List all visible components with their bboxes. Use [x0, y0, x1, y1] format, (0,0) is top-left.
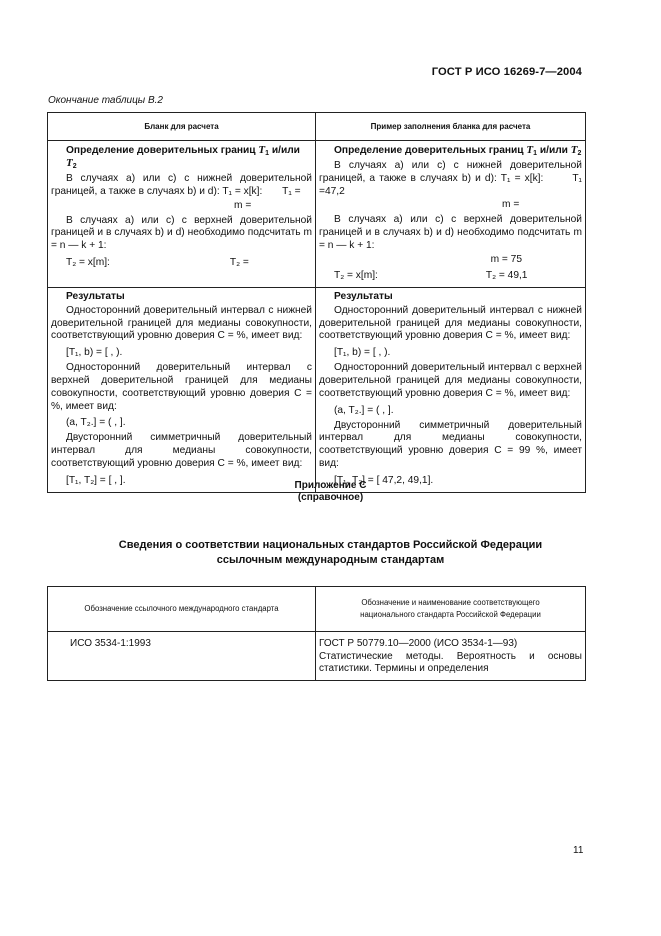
example-m-value-2: m = 75	[490, 253, 522, 265]
appendix-label	[0, 480, 661, 504]
col-header-example: Пример заполнения бланка для расчета	[316, 113, 586, 141]
form-upper-bound-text: В случаях а) или с) с верхней доверительной границей и в случаях b) и d) необходимо подсчитать m = n — k + 1:	[51, 214, 312, 252]
table-b2-bounds-row	[48, 141, 586, 288]
national-standard-text	[316, 632, 585, 676]
example-results-cell	[316, 287, 586, 492]
col-header-national-line-1: Обозначение и наименование соответствующего	[361, 598, 540, 607]
table-row	[48, 632, 586, 681]
table-c-header-row	[48, 587, 586, 632]
form-m-value-1: m =	[234, 199, 252, 211]
table-b2	[47, 112, 586, 493]
section-heading-results-example: Результаты	[334, 290, 393, 302]
section-heading-results: Результаты	[66, 290, 125, 302]
col-header-national	[316, 587, 586, 632]
col-header-international: Обозначение ссылочного международного стандарта	[48, 587, 316, 632]
international-standard-cell	[48, 632, 316, 681]
form-result-two-sided-interval: [T₁, T₂] = [ , ].	[66, 474, 126, 486]
example-lower-bound-text: В случаях а) или с) с нижней доверительной границей, а также в случаях b) и d): T₁ = x[k]: T₁ =47,2	[319, 160, 582, 197]
form-t2-line: T₂ = x[m]: T₂ =	[66, 256, 249, 268]
table-b2-results-row	[48, 287, 586, 492]
national-standard-title: Статистические методы. Вероятность и основы статистики. Термины и определения	[319, 650, 582, 674]
table-caption: Окончание таблицы В.2	[48, 95, 163, 106]
appendix-heading-line-2: ссылочным международным стандартам	[216, 554, 445, 566]
form-lower-bound-text: В случаях а) или с) с нижней доверительной границей, а также в случаях b) и d): T₁ = x[k]: T₁ =	[51, 173, 312, 197]
appendix-title: Приложение С	[294, 480, 367, 491]
example-result-lower-text: Односторонний доверительный интервал с нижней доверительной границей для медианы совокупности, соответствующий уровню доверия C = %, имеет вид:	[319, 304, 582, 342]
table-c	[47, 586, 586, 681]
form-result-upper-text: Односторонний доверительный интервал с верхней доверительной границей для медианы совокупности, соответствующий уровню доверия C = %, имеет вид:	[51, 362, 312, 412]
col-header-national-line-2: национального стандарта Российской Федерации	[360, 610, 541, 619]
international-standard-code: ИСО 3534-1:1993	[70, 638, 151, 649]
example-result-two-sided-text: Двусторонний симметричный доверительный интервал для медианы совокупности, соответствующий уровню доверия C = 99 %, имеет вид:	[319, 419, 582, 469]
example-bounds-cell	[316, 141, 586, 288]
section-heading-bounds-example: Определение доверительных границ $T_1$ и/или $T_2$	[334, 144, 582, 157]
appendix-heading	[0, 538, 661, 568]
example-result-upper-interval: (a, T₂.] = ( , ].	[334, 404, 394, 416]
form-result-lower-text: Односторонний доверительный интервал с нижней доверительной границей для медианы совокупности, соответствующий уровню доверия C = %, имеет вид:	[51, 304, 312, 342]
form-results-cell	[48, 287, 316, 492]
col-header-form: Бланк для расчета	[48, 113, 316, 141]
form-result-two-sided-text: Двусторонний симметричный доверительный интервал для медианы совокупности, соответствующий уровню доверия C = %, имеет вид:	[51, 432, 312, 469]
section-heading-bounds: Определение доверительных границ $T_1$ и/или $T_2$	[66, 144, 300, 170]
form-result-lower-interval: [T₁, b) = [ , ).	[66, 347, 123, 359]
example-result-two-sided-interval: [T₁, T₂] = [ 47,2, 49,1].	[334, 474, 434, 486]
appendix-heading-line-1: Сведения о соответствии национальных стандартов Российской Федерации	[118, 539, 543, 551]
example-m-value-1: m =	[502, 199, 520, 211]
example-t2-line: T₂ = x[m]: T₂ = 49,1	[334, 269, 528, 281]
example-result-lower-interval: [T₁, b) = [ , ).	[334, 347, 391, 359]
form-bounds-cell	[48, 141, 316, 288]
national-standard-cell	[316, 632, 586, 681]
table-b2-header-row	[48, 113, 586, 141]
document-header: ГОСТ Р ИСО 16269-7—2004	[431, 66, 582, 78]
form-result-upper-interval: (a, T₂.] = ( , ].	[66, 417, 126, 429]
appendix-subtitle: (справочное)	[297, 492, 364, 503]
example-upper-bound-text: В случаях а) или с) с верхней доверительной границей и в случаях b) и d) необходимо подсчитать m = n — k + 1:	[319, 214, 582, 251]
example-result-upper-text: Односторонний доверительный интервал с верхней доверительной границей для медианы совокупности, соответствующий уровню доверия C = %, имеет вид:	[319, 362, 582, 399]
page-number: 11	[573, 845, 584, 856]
national-standard-code: ГОСТ Р 50779.10—2000 (ИСО 3534-1—93)	[319, 638, 518, 649]
